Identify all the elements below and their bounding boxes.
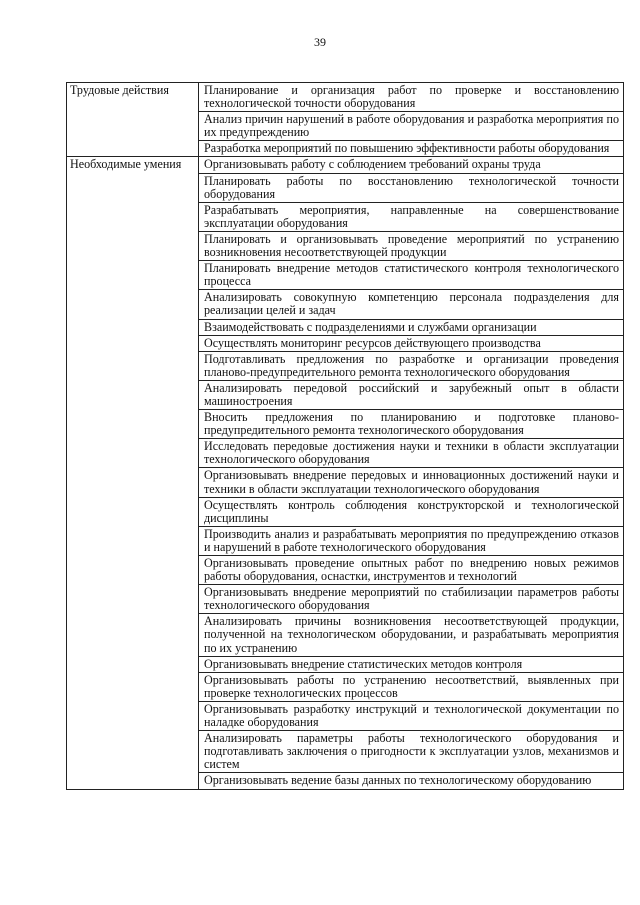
competency-table xyxy=(66,82,624,790)
section-label: Трудовые действия xyxy=(67,83,199,157)
item-text: Исследовать передовые достижения науки и техники в области эксплуатации технологического оборудования xyxy=(199,439,624,468)
item-text: Вносить предложения по планированию и подготовке планово-предупредительного ремонта технологического оборудования xyxy=(199,410,624,439)
item-text: Организовывать ведение базы данных по технологическому оборудованию xyxy=(199,773,624,789)
item-text: Подготавливать предложения по разработке и организации проведения планово-предупредительного ремонта технологического оборудования xyxy=(199,351,624,380)
item-text: Организовывать работу с соблюдением требований охраны труда xyxy=(199,157,624,173)
item-text: Производить анализ и разрабатывать мероприятия по предупреждению отказов и нарушений в работе технологического оборудования xyxy=(199,526,624,555)
table-row xyxy=(67,83,624,112)
competency-table-body xyxy=(67,83,624,790)
item-text: Анализировать совокупную компетенцию персонала подразделения для реализации целей и задач xyxy=(199,290,624,319)
item-text: Осуществлять контроль соблюдения конструкторской и технологической дисциплины xyxy=(199,497,624,526)
table-row xyxy=(67,157,624,173)
item-text: Анализировать параметры работы технологического оборудования и подготавливать заключения о пригодности к эксплуатации узлов, механизмов и систем xyxy=(199,731,624,773)
item-text: Организовывать работы по устранению несоответствий, выявленных при проверке технологических процессов xyxy=(199,672,624,701)
item-text: Разработка мероприятий по повышению эффективности работы оборудования xyxy=(199,141,624,157)
item-text: Анализ причин нарушений в работе оборудования и разработка мероприятия по их предупреждению xyxy=(199,112,624,141)
item-text: Организовывать проведение опытных работ по внедрению новых режимов работы оборудования, оснастки, инструментов и технологий xyxy=(199,556,624,585)
item-text: Организовывать внедрение передовых и инновационных достижений науки и техники в области эксплуатации технологического оборудования xyxy=(199,468,624,497)
item-text: Взаимодействовать с подразделениями и службами организации xyxy=(199,319,624,335)
page-number: 39 xyxy=(314,35,326,49)
item-text: Осуществлять мониторинг ресурсов действующего производства xyxy=(199,335,624,351)
item-text: Планирование и организация работ по проверке и восстановлению технологической точности оборудования xyxy=(199,83,624,112)
item-text: Разрабатывать мероприятия, направленные на совершенствование эксплуатации оборудования xyxy=(199,202,624,231)
item-text: Анализировать причины возникновения несоответствующей продукции, полученной на технологическом оборудовании, и разрабатывать мероприятия по их устранению xyxy=(199,614,624,656)
item-text: Организовывать внедрение статистических методов контроля xyxy=(199,656,624,672)
section-label: Необходимые умения xyxy=(67,157,199,789)
item-text: Планировать и организовывать проведение мероприятий по устранению возникновения несоответствующей продукции xyxy=(199,231,624,260)
item-text: Организовывать разработку инструкций и технологической документации по наладке оборудования xyxy=(199,701,624,730)
item-text: Планировать работы по восстановлению технологической точности оборудования xyxy=(199,173,624,202)
item-text: Планировать внедрение методов статистического контроля технологического процесса xyxy=(199,261,624,290)
item-text: Анализировать передовой российский и зарубежный опыт в области машиностроения xyxy=(199,380,624,409)
item-text: Организовывать внедрение мероприятий по стабилизации параметров работы технологического оборудования xyxy=(199,585,624,614)
